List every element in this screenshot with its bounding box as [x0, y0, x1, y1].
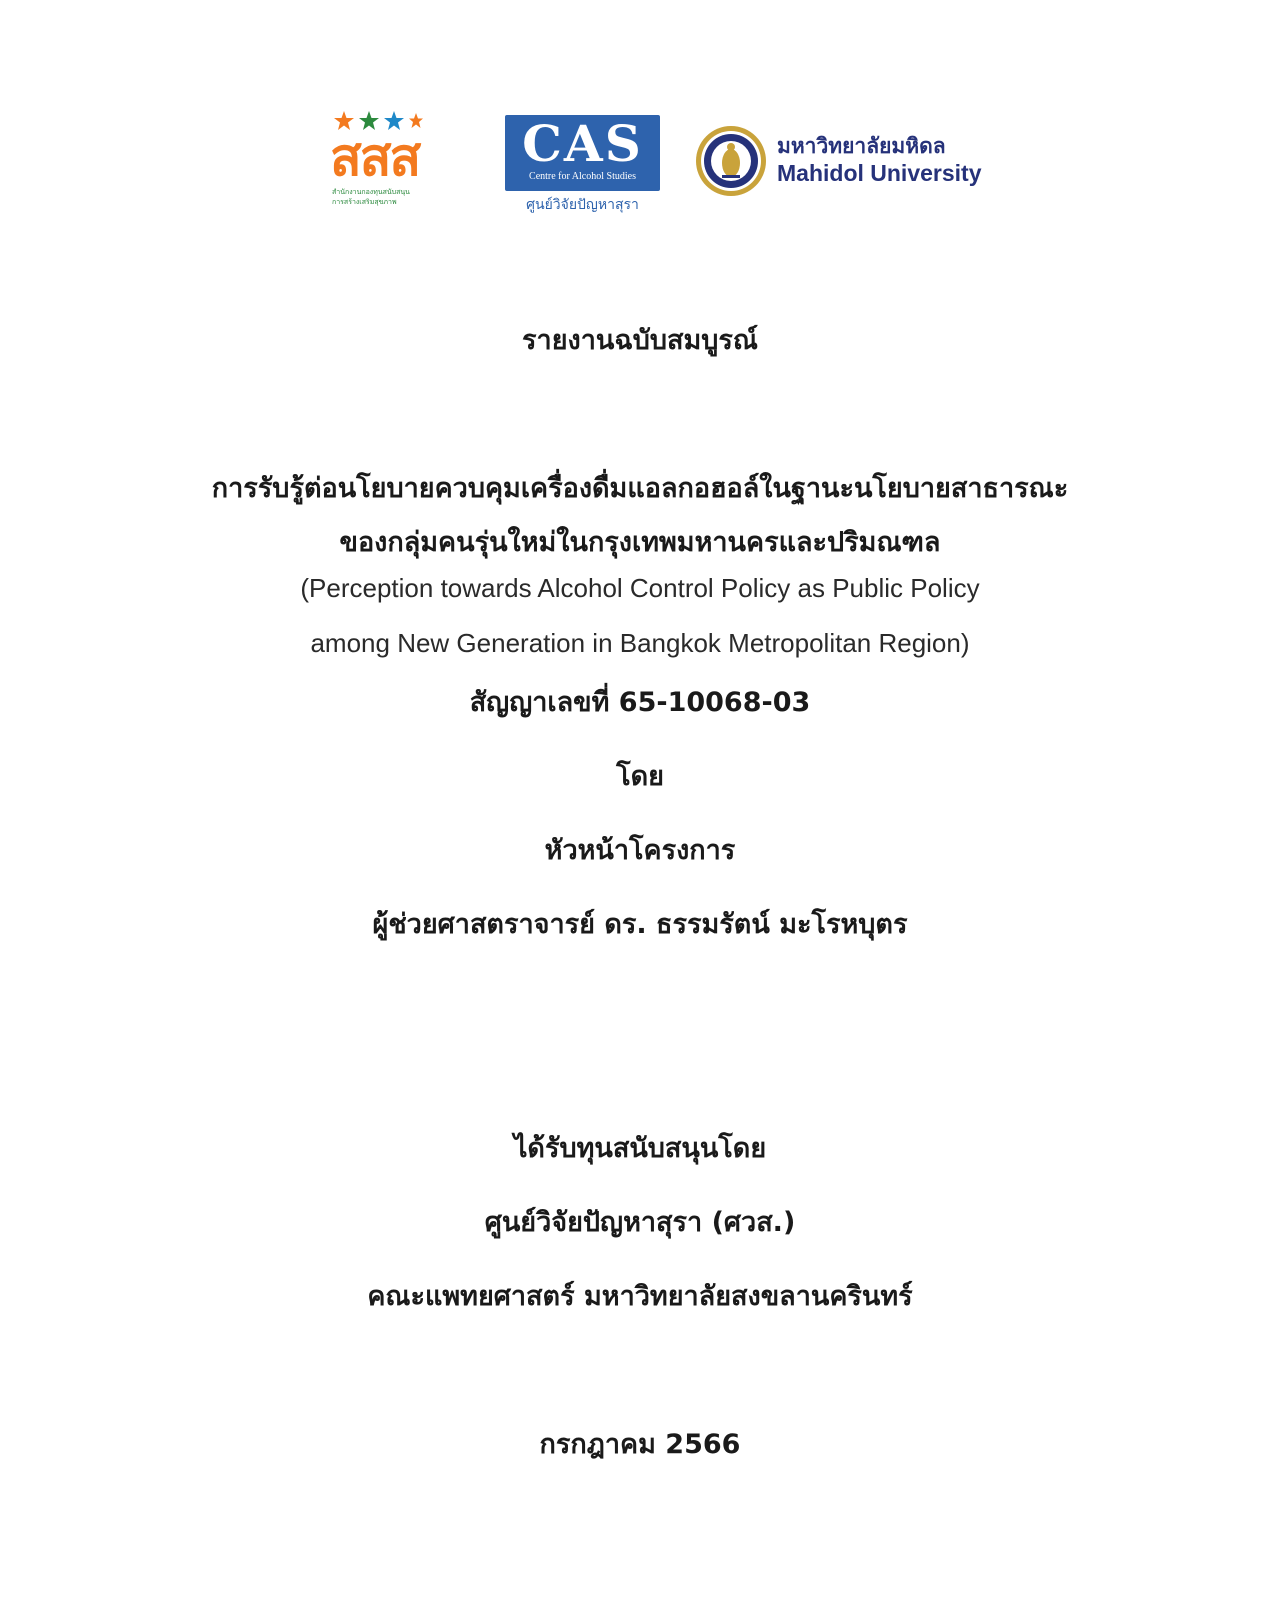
mahidol-logo [695, 125, 995, 200]
title-thai-line-1: การรับรู้ต่อนโยบายควบคุมเครื่องดื่มแอลกอฮอล์ในฐานะนโยบายสาธารณะ [211, 473, 1069, 504]
thaihealth-wordmark: สสส [330, 128, 420, 188]
mahidol-seal-icon [695, 125, 767, 197]
funding-label: ได้รับทุนสนับสนุนโดย [513, 1133, 767, 1164]
cas-thai-name: ศูนย์วิจัยปัญหาสุรา [526, 197, 639, 213]
mahidol-english-name: Mahidol University [777, 160, 982, 186]
cas-subtitle: Centre for Alcohol Studies [529, 171, 636, 182]
cas-letters: CAS [522, 114, 643, 173]
funder-name: ศูนย์วิจัยปัญหาสุรา (ศวส.) [484, 1207, 796, 1238]
contract-number: สัญญาเลขที่ 65-10068-03 [469, 687, 811, 718]
thaihealth-subtitle-1: สำนักงานกองทุนสนับสนุน [332, 188, 410, 196]
faculty-name: คณะแพทยศาสตร์ มหาวิทยาลัยสงขลานครินทร์ [367, 1281, 913, 1312]
mahidol-thai-name: มหาวิทยาลัยมหิดล [777, 134, 946, 158]
cas-logo [505, 115, 660, 220]
project-head-label: หัวหน้าโครงการ [544, 835, 736, 866]
project-head-name: ผู้ช่วยศาสตราจารย์ ดร. ธรรมรัตน์ มะโรหบุตร [372, 909, 908, 940]
title-english-line-1: (Perception towards Alcohol Control Policy as Public Policy [300, 573, 980, 603]
title-english-line-2: among New Generation in Bangkok Metropolitan Region) [310, 628, 970, 658]
title-thai-line-2: ของกลุ่มคนรุ่นใหม่ในกรุงเทพมหานครและปริมณฑล [339, 527, 941, 558]
report-date: กรกฎาคม 2566 [539, 1429, 741, 1460]
thaihealth-subtitle-2: การสร้างเสริมสุขภาพ [332, 198, 397, 206]
thaihealth-logo [330, 110, 445, 210]
report-type: รายงานฉบับสมบูรณ์ [522, 325, 758, 356]
cas-logo-box [505, 115, 660, 191]
by-label: โดย [616, 761, 664, 792]
